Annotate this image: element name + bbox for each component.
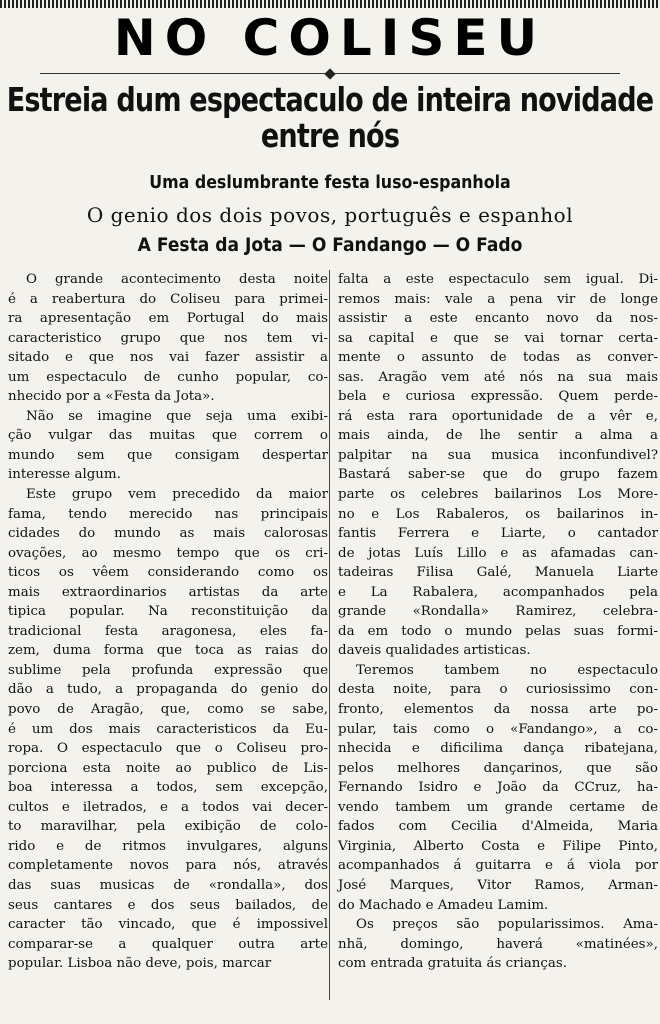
article-line: nhã, domingo, haverá «matinées»,: [338, 936, 658, 952]
article-line: cultos e iletrados, e a todos vai decer-: [8, 799, 328, 815]
article-line: palpitar na sua musica inconfundivel?: [338, 447, 658, 463]
article-line: é um dos mais caracteristicos da Eu-: [8, 721, 328, 737]
article-line: zem, duma forma que toca as raias do: [8, 643, 328, 659]
article-line: completamente novos para nós, através: [8, 858, 328, 874]
article-line: de jotas Luís Lillo e as afamadas can-: [338, 545, 658, 561]
article-line: desta noite, para o curiosissimo con-: [338, 682, 658, 698]
article-line: ovações, ao mesmo tempo que os cri-: [8, 545, 328, 561]
article-line: bela e curiosa expressão. Quem perde-: [338, 389, 658, 405]
article-line: boa interessa a todos, sem excepção,: [8, 780, 328, 796]
article-line: ticos os vêem considerando como os: [8, 565, 328, 581]
article-line: e La Rabalera, acompanhados pela: [338, 584, 658, 600]
article-line: fantis Ferrera e Liarte, o cantador: [338, 526, 658, 542]
article-line: sas. Aragão vem até nós na sua mais: [338, 369, 658, 385]
article-body: [0, 270, 660, 1020]
article-line: dão a tudo, a propaganda do genio do: [8, 682, 328, 698]
article-line: caracteristico grupo que nos tem vi-: [8, 330, 328, 346]
article-line: cidades do mundo as mais calorosas: [8, 526, 328, 542]
column-divider: [329, 270, 330, 1000]
article-line: nhecida e dificilima dança ribatejana,: [338, 741, 658, 757]
article-line: mente o assunto de todas as conver-: [338, 350, 658, 366]
subhead-first: Uma deslumbrante festa luso-espanhola: [149, 172, 511, 193]
article-line: Bastará saber-se que do grupo fazem: [338, 467, 658, 483]
article-line: das suas musicas de «rondalla», dos: [8, 877, 328, 893]
article-line: do Machado e Amadeu Lamim.: [338, 897, 549, 913]
article-line: grande «Rondalla» Ramirez, celebra-: [338, 604, 658, 620]
article-line: tadeiras Filisa Galé, Manuela Liarte: [338, 565, 658, 581]
article-line: mais ainda, de lhe sentir a alma a: [338, 428, 658, 444]
article-line: parte os celebres bailarinos Los More-: [338, 487, 658, 503]
article-line: caracter tão vincado, que é impossivel: [8, 917, 328, 933]
article-line: Não se imagine que seja uma exibi-: [26, 408, 328, 424]
article-line: mais extraordinarios artistas da arte: [8, 584, 328, 600]
article-line: Os preços são popularissimos. Ama-: [356, 917, 658, 933]
article-line: ropa. O espectaculo que o Coliseu pro-: [8, 741, 328, 757]
article-line: sa capital e que se vai tornar certa-: [338, 330, 658, 346]
article-line: Virginia, Alberto Costa e Filipe Pinto,: [338, 838, 658, 854]
headline: [6, 80, 654, 155]
article-left-column: [8, 270, 328, 974]
article-line: nhecido por a «Festa da Jota».: [8, 389, 215, 405]
article-line: rido e de ritmos invulgares, alguns: [8, 838, 328, 854]
article-line: com entrada gratuita ás crianças.: [338, 956, 568, 972]
subhead-second: O genio dos dois povos, português e espanhol: [86, 203, 574, 227]
article-line: Fernando Isidro e João da CCruz, ha-: [338, 780, 658, 796]
diamond-ornament-icon: [324, 68, 335, 79]
article-line: tipica popular. Na reconstituição da: [8, 604, 328, 620]
article-line: sublime pela profunda expressão que: [8, 662, 328, 678]
article-line: povo de Aragão, que, como se sabe,: [8, 702, 328, 718]
article-line: ra apresentação em Portugal do mais: [8, 311, 328, 327]
masthead: [0, 10, 660, 66]
article-line: remos mais: vale a pena vir de longe: [338, 291, 658, 307]
article-line: pular, tais como o «Fandango», a co-: [338, 721, 658, 737]
article-line: tradicional festa aragonesa, eles fa-: [8, 623, 328, 639]
article-line: fados com Cecilia d'Almeida, Maria: [338, 819, 658, 835]
article-line: to maravilhar, pela exibição de colo-: [8, 819, 328, 835]
headline-line-2: entre nós: [260, 116, 400, 155]
ornament-divider: [40, 70, 620, 78]
article-line: vendo tambem um grande certame de: [338, 799, 658, 815]
article-line: falta a este espectaculo sem igual. Di-: [338, 272, 658, 287]
article-line: O grande acontecimento desta noite: [26, 272, 328, 287]
article-line: interesse algum.: [8, 467, 121, 483]
article-line: popular. Lisboa não deve, pois, marcar: [8, 956, 272, 972]
article-line: José Marques, Vitor Ramos, Arman-: [338, 877, 658, 893]
top-border-strip: [0, 0, 660, 8]
article-line: sitado e que nos vai fazer assistir a: [8, 350, 328, 366]
subhead-third: A Festa da Jota — O Fandango — O Fado: [137, 234, 523, 256]
article-line: ção vulgar das muitas que correm o: [8, 428, 328, 444]
article-line: acompanhados á guitarra e á viola por: [338, 858, 658, 874]
article-line: daveis qualidades artisticas.: [338, 643, 531, 659]
article-line: fronto, elementos da nossa arte po-: [338, 702, 658, 718]
article-line: no e Los Rabaleros, os bailarinos in-: [338, 506, 658, 522]
masthead-title: NO COLISEU: [113, 9, 547, 67]
article-right-column: [338, 270, 658, 974]
article-line: Este grupo vem precedido da maior: [26, 487, 328, 503]
article-line: Teremos tambem no espectaculo: [356, 662, 658, 678]
article-line: comparar-se a qualquer outra arte: [8, 936, 328, 952]
article-line: é a reabertura do Coliseu para primei-: [8, 291, 328, 307]
article-line: rá esta rara oportunidade de a vêr e,: [338, 408, 658, 424]
article-line: da em todo o mundo pelas suas formi-: [338, 623, 658, 639]
article-line: um espectaculo de cunho popular, co-: [8, 369, 328, 385]
headline-line-1: Estreia dum espectaculo de inteira novidade: [6, 80, 654, 119]
article-line: fama, tendo merecido nas principais: [8, 506, 328, 522]
article-line: seus cantares e dos seus bailados, de: [8, 897, 328, 913]
article-line: assistir a este encanto novo da nos-: [338, 311, 658, 327]
article-line: mundo sem que consigam despertar: [8, 447, 328, 463]
article-line: porciona esta noite ao publico de Lis-: [8, 760, 328, 776]
article-line: pelos melhores dançarinos, que são: [338, 760, 658, 776]
